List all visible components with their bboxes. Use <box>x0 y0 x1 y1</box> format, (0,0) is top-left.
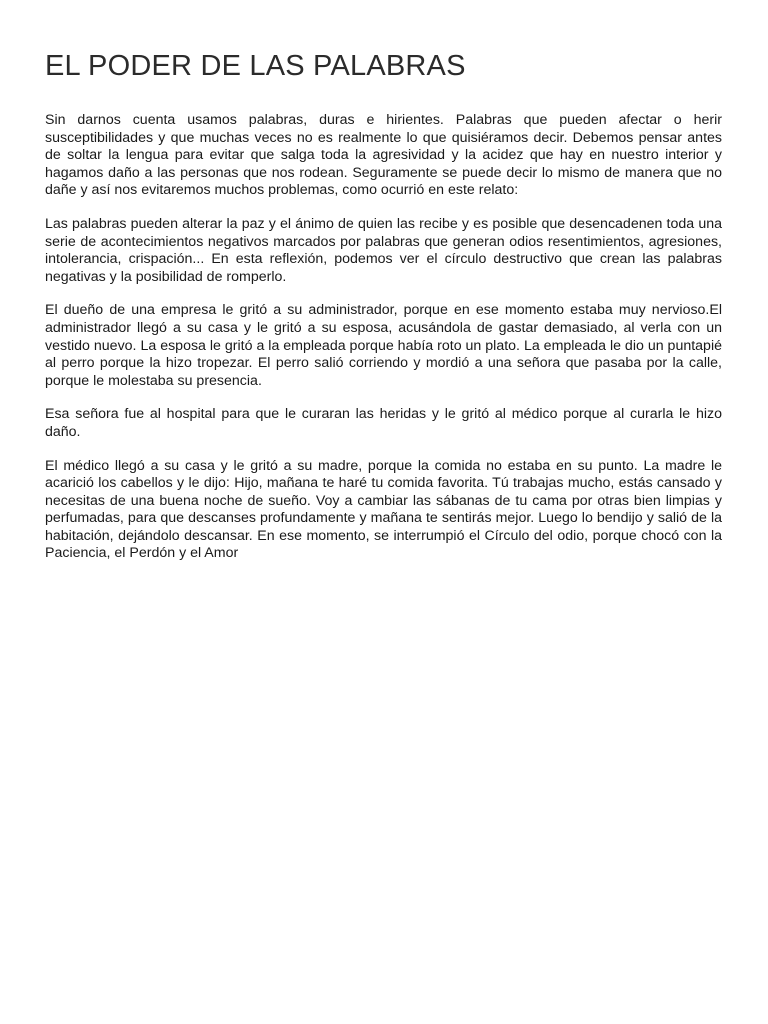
document-title: EL PODER DE LAS PALABRAS <box>45 50 466 82</box>
paragraph-ending: El médico llegó a su casa y le gritó a su madre, porque la comida no estaba en su punto. La madre le acarició los cabellos y le dijo: Hijo, mañana te haré tu comida favorita. Tú trabajas mucho, estás cansado y necesitas de una buena noche de sueño. Voy a cambiar las sábanas de tu cama por otras bien limpias y perfumadas, para que descanses profundamente y mañana te sentirás mejor. Luego lo bendijo y salió de la habitación, dejándolo descansar. En ese momento, se interrumpió el Círculo del odio, porque chocó con la Paciencia, el Perdón y el Amor <box>45 457 722 562</box>
paragraph-intro: Sin darnos cuenta usamos palabras, duras e hirientes. Palabras que pueden afectar o herir susceptibilidades y que muchas veces no es realmente lo que quisiéramos decir. Debemos pensar antes de soltar la lengua para evitar que salga toda la agresividad y la acidez que hay en nuestro interior y hagamos daño a las personas que nos rodean. Seguramente se puede decir lo mismo de manera que no dañe y así nos evitaremos muchos problemas, como ocurrió en este relato: <box>45 112 722 199</box>
paragraph-hospital: Esa señora fue al hospital para que le curaran las heridas y le gritó al médico porque al curarla le hizo daño. <box>45 406 722 440</box>
paragraph-story: El dueño de una empresa le gritó a su administrador, porque en ese momento estaba muy nervioso.El administrador llegó a su casa y le gritó a su esposa, acusándola de gastar demasiado, al verla con un vestido nuevo. La esposa le gritó a la empleada porque había roto un plato. La empleada le dio un puntapié al perro porque la hizo tropezar. El perro salió corriendo y mordió a una señora que pasaba por la calle, porque le molestaba su presencia. <box>45 302 722 389</box>
paragraph-reflection: Las palabras pueden alterar la paz y el ánimo de quien las recibe y es posible que desencadenen toda una serie de acontecimientos negativos marcados por palabras que generan odios resentimientos, agresiones, intolerancia, crispación... En esta reflexión, podemos ver el círculo destructivo que crean las palabras negativas y la posibilidad de romperlo. <box>45 215 722 285</box>
document-page <box>45 48 722 579</box>
